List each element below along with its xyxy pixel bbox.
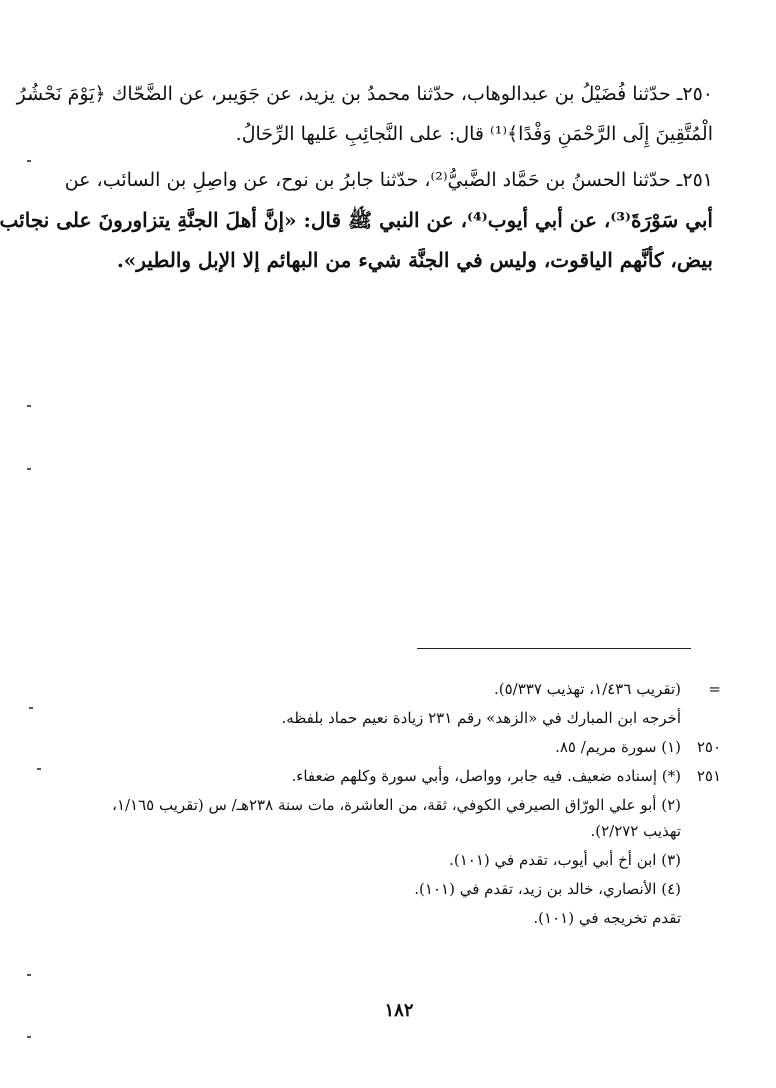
hadith-251-line-3: بيض، كأنَّهم الياقوت، وليس في الجنَّة شيء من البهائم إلا الإبل والطير». xyxy=(116,248,713,272)
footnote-text: (٣) ابن أخ أبي أيوب، تقدم في (١٠١). xyxy=(449,851,681,869)
hadith-250 xyxy=(16,74,713,154)
footnote-takhrij xyxy=(75,705,721,731)
footnote-251-3 xyxy=(75,847,721,873)
footnote-line: تهذيب ٢/٢٧٢). xyxy=(590,822,681,840)
hadith-251-line-1: ٢٥١ـ حدّثنا الحسنُ بن حَمَّاد الضَّبيُّ⁽²⁾، حدّثنا جابرُ بن نوح، عن واصِلِ بن السائب، عن xyxy=(64,169,713,191)
footnote-ref: ٢٥٠ xyxy=(696,738,721,756)
margin-mark xyxy=(27,160,31,162)
hadith-251 xyxy=(0,160,713,280)
footnote-250 xyxy=(75,734,721,760)
main-text xyxy=(0,74,713,286)
footnote-251-grade xyxy=(75,763,721,789)
margin-mark xyxy=(27,1036,31,1038)
footnote-text: (١) سورة مريم/ ٨٥. xyxy=(555,738,681,756)
page-number: ١٨٢ xyxy=(384,1000,414,1021)
footnotes xyxy=(75,676,721,934)
footnote-251-takhrij xyxy=(75,905,721,931)
margin-mark xyxy=(27,405,31,407)
hadith-250-line-2: الْمُتَّقِينَ إِلَى الرَّحْمَنِ وَفْدًا﴾⁽¹⁾ قال: على النَّجائِبِ عَليها الرِّحَالُ. xyxy=(235,123,713,145)
footnote-divider xyxy=(417,648,691,649)
margin-mark xyxy=(27,468,31,470)
footnote-text: (٤) الأنصاري، خالد بن زيد، تقدم في (١٠١). xyxy=(414,880,681,898)
footnote-text xyxy=(75,792,681,844)
footnote-ref: = xyxy=(708,680,721,698)
footnote-ref: ٢٥١ xyxy=(696,767,721,785)
hadith-250-line-1: ٢٥٠ـ حدّثنا فُضَيْلُ بن عبدالوهاب، حدّثنا محمدُ بن يزيد، عن جَوَيبر، عن الضَّحّاك ﴿يَوْمَ نَحْشُرُ xyxy=(16,83,713,105)
footnote-text: (*) إسناده ضعيف. فيه جابر، وواصل، وأبي سورة وكلهم ضعفاء. xyxy=(291,767,681,785)
footnote-text: (تقريب ١/٤٣٦، تهذيب ٥/٣٣٧). xyxy=(493,680,681,698)
margin-mark xyxy=(37,768,41,770)
margin-mark xyxy=(29,707,33,709)
footnote-line: (٢) أبو علي الورّاق الصيرفي الكوفي، ثقة، من العاشرة، مات سنة ٢٣٨هـ/ س (تقريب ١/١٦٥، xyxy=(112,796,681,814)
footnote-continuation xyxy=(75,676,721,702)
margin-mark xyxy=(27,974,31,976)
footnote-text: أخرجه ابن المبارك في «الزهد» رقم ٢٣١ زيادة نعيم حماد بلفظه. xyxy=(281,709,681,727)
footnote-251-4 xyxy=(75,876,721,902)
footnote-text: تقدم تخريجه في (١٠١). xyxy=(533,909,681,927)
hadith-251-line-2: أبي سَوْرَةَ⁽³⁾، عن أبي أيوب⁽⁴⁾، عن النبي ﷺ قال: «إنَّ أهلَ الجنَّةِ يتزاورونَ على نجائب xyxy=(0,208,713,232)
footnote-251-2 xyxy=(75,792,721,844)
